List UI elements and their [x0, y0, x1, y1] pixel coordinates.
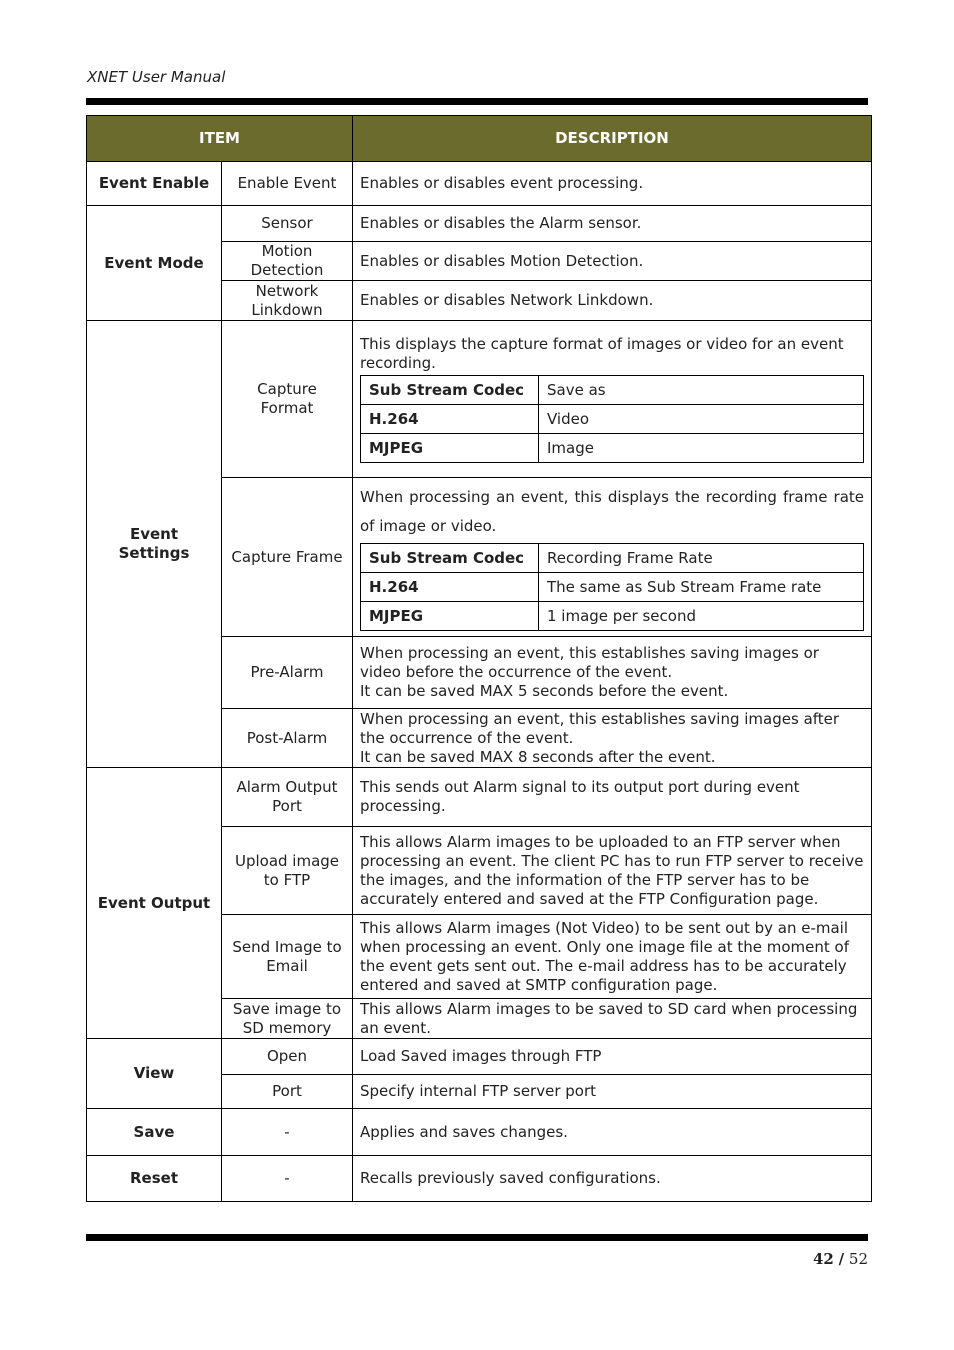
desc-save-sd: This allows Alarm images to be saved to SD card when processing an event.: [353, 999, 872, 1039]
sub-upload-ftp: Upload image to FTP: [222, 827, 353, 915]
desc-reset: Recalls previously saved configurations.: [353, 1156, 872, 1202]
inner-value: Save as: [539, 376, 864, 405]
capture-format-table: [360, 375, 864, 463]
inner-value: 1 image per second: [539, 602, 864, 631]
page-separator: /: [838, 1250, 845, 1268]
capture-frame-table: [360, 543, 864, 631]
settings-table: [86, 115, 872, 1202]
item-save: Save: [87, 1109, 222, 1156]
inner-key: Sub Stream Codec: [361, 376, 539, 405]
table-row: [87, 321, 872, 478]
desc-save: Applies and saves changes.: [353, 1109, 872, 1156]
desc-upload-ftp: This allows Alarm images to be uploaded to an FTP server when processing an event. The client PC has to run FTP server to receive the images, and the information of the FTP server has to be accurately entered and saved at the FTP Configuration page.: [353, 827, 872, 915]
sub-post-alarm: Post-Alarm: [222, 709, 353, 768]
table-row: [87, 1039, 872, 1075]
sub-network-linkdown: Network Linkdown: [222, 281, 353, 321]
cell-post-alarm: [353, 709, 872, 768]
cell-capture-frame: [353, 478, 872, 637]
inner-key: Sub Stream Codec: [361, 544, 539, 573]
desc-enable-event: Enables or disables event processing.: [353, 162, 872, 206]
inner-value: Image: [539, 434, 864, 463]
page-number: [813, 1250, 868, 1268]
desc-sensor: Enables or disables the Alarm sensor.: [353, 206, 872, 242]
sub-sensor: Sensor: [222, 206, 353, 242]
sub-capture-frame: Capture Frame: [222, 478, 353, 637]
table-row: [87, 1109, 872, 1156]
inner-row: [361, 434, 864, 463]
desc-post-alarm-max: It can be saved MAX 8 seconds after the event.: [360, 747, 716, 766]
sub-open: Open: [222, 1039, 353, 1075]
cell-capture-format: [353, 321, 872, 478]
inner-row: [361, 573, 864, 602]
header-description: DESCRIPTION: [353, 116, 872, 162]
sub-enable-event: Enable Event: [222, 162, 353, 206]
sub-alarm-output-port: Alarm Output Port: [222, 768, 353, 827]
item-event-output: Event Output: [87, 768, 222, 1039]
desc-open: Load Saved images through FTP: [353, 1039, 872, 1075]
sub-reset: -: [222, 1156, 353, 1202]
inner-row: [361, 602, 864, 631]
sub-motion-detection: Motion Detection: [222, 242, 353, 281]
manual-title: XNET User Manual: [87, 68, 226, 86]
inner-row: [361, 405, 864, 434]
desc-motion-detection: Enables or disables Motion Detection.: [353, 242, 872, 281]
inner-key: H.264: [361, 405, 539, 434]
inner-key: H.264: [361, 573, 539, 602]
item-view: View: [87, 1039, 222, 1109]
sub-save-sd: Save image to SD memory: [222, 999, 353, 1039]
item-reset: Reset: [87, 1156, 222, 1202]
total-pages: 52: [848, 1250, 868, 1268]
table-row: [87, 162, 872, 206]
desc-post-alarm: When processing an event, this establishes saving images after the occurrence of the event.: [360, 709, 840, 747]
item-event-mode: Event Mode: [87, 206, 222, 321]
table-header-row: [87, 116, 872, 162]
item-event-enable: Event Enable: [87, 162, 222, 206]
desc-capture-format: This displays the capture format of images or video for an event recording.: [360, 335, 844, 372]
inner-key: MJPEG: [361, 602, 539, 631]
desc-pre-alarm: When processing an event, this establishes saving images or video before the occurrence of the event.: [360, 644, 819, 681]
desc-network-linkdown: Enables or disables Network Linkdown.: [353, 281, 872, 321]
header-item: ITEM: [87, 116, 353, 162]
desc-port: Specify internal FTP server port: [353, 1075, 872, 1109]
table-row: [87, 1156, 872, 1202]
current-page: 42: [812, 1250, 834, 1268]
header-rule: [86, 98, 868, 105]
inner-value: Recording Frame Rate: [539, 544, 864, 573]
table-row: [87, 206, 872, 242]
sub-capture-format: Capture Format: [222, 321, 353, 478]
inner-row: [361, 376, 864, 405]
desc-capture-frame: When processing an event, this displays the recording frame rate of image or video.: [360, 488, 864, 535]
footer-rule: [86, 1234, 868, 1241]
desc-pre-alarm-max: It can be saved MAX 5 seconds before the event.: [360, 682, 729, 700]
inner-value: Video: [539, 405, 864, 434]
sub-port: Port: [222, 1075, 353, 1109]
sub-pre-alarm: Pre-Alarm: [222, 637, 353, 709]
desc-send-email: This allows Alarm images (Not Video) to be sent out by an e-mail when processing an event. Only one image file at the moment of the event gets sent out. The e-mail address has to be accurately entered and saved at SMTP configuration page.: [353, 915, 872, 999]
item-event-settings: Event Settings: [87, 321, 222, 768]
sub-save: -: [222, 1109, 353, 1156]
inner-row: [361, 544, 864, 573]
inner-value: The same as Sub Stream Frame rate: [539, 573, 864, 602]
sub-send-email: Send Image to Email: [222, 915, 353, 999]
table-row: [87, 768, 872, 827]
cell-pre-alarm: [353, 637, 872, 709]
desc-alarm-output-port: This sends out Alarm signal to its output port during event processing.: [353, 768, 872, 827]
inner-key: MJPEG: [361, 434, 539, 463]
